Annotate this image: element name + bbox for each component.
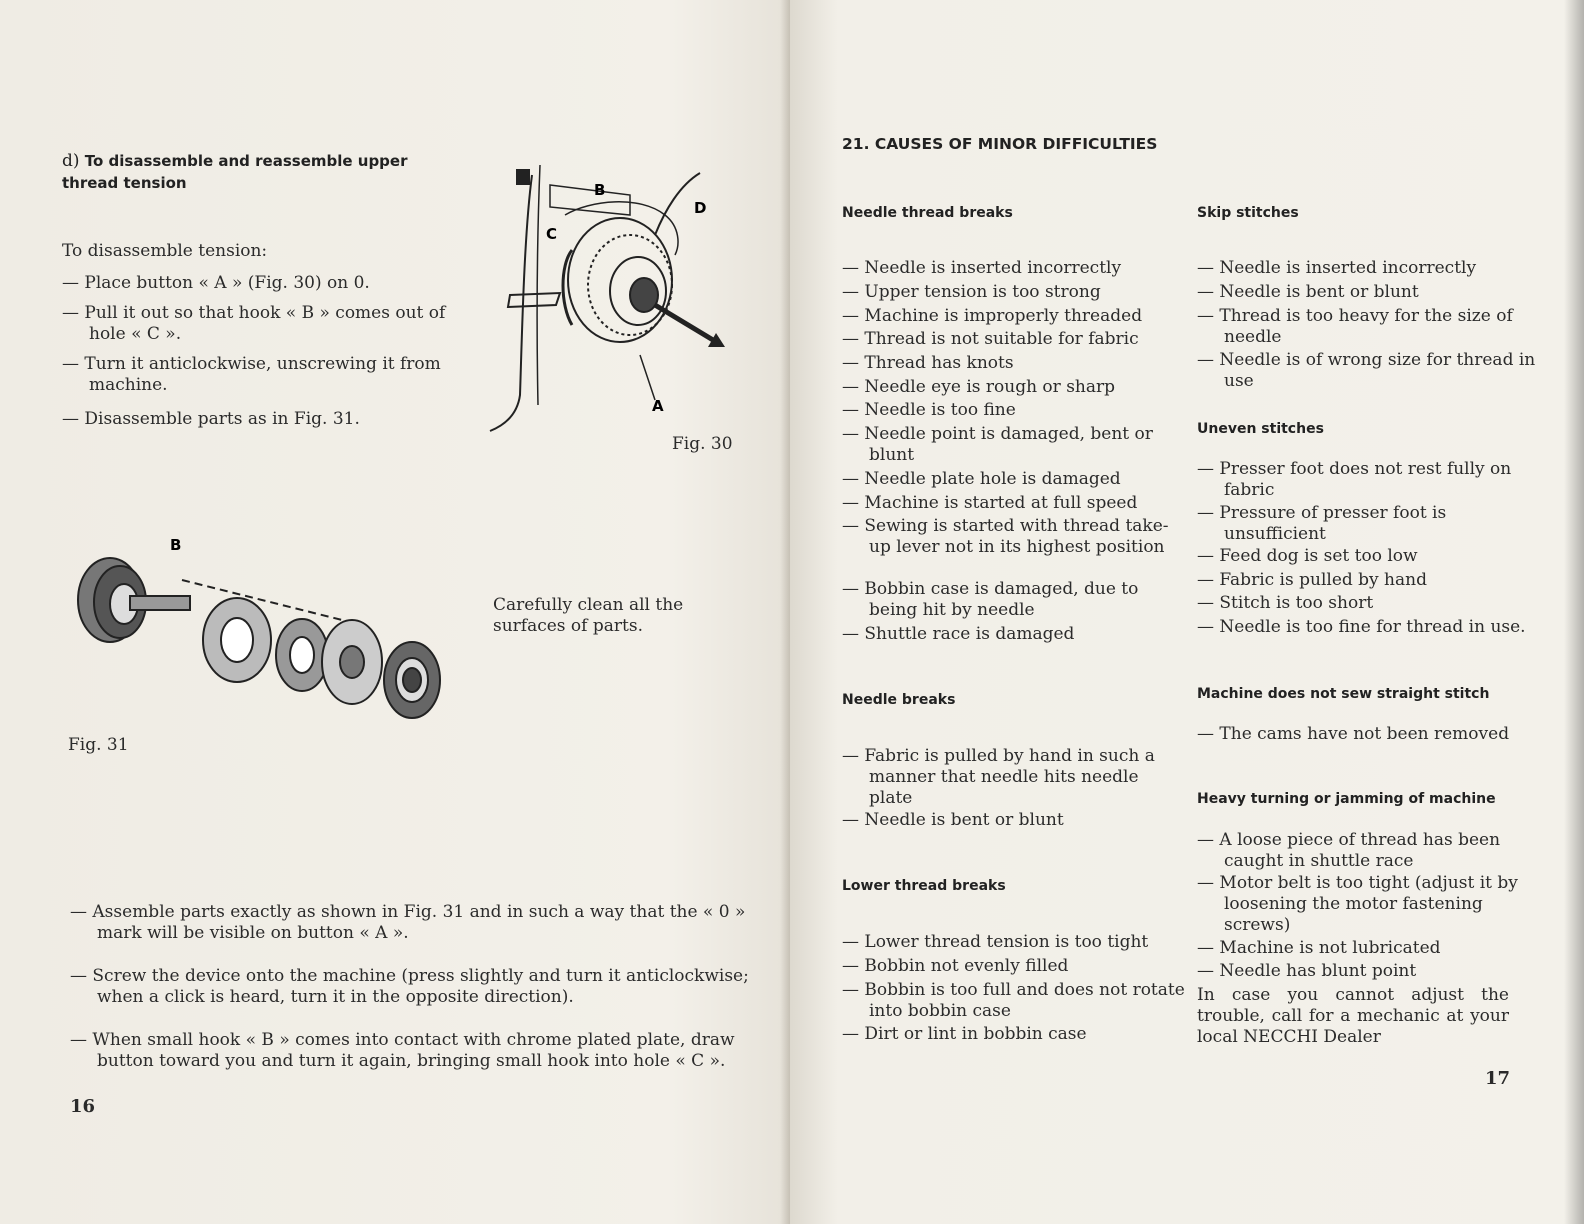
list-item: — Needle is too fine xyxy=(842,400,1181,421)
list-item: — Needle has blunt point xyxy=(1197,961,1536,982)
list-item: — Bobbin not evenly filled xyxy=(842,956,1181,977)
list-item: — Lower thread tension is too tight xyxy=(842,932,1187,953)
reassemble-step: — When small hook « B » comes into contact with chrome plated plate, draw button toward you and turn it again, bringing small hook into hole « C ». xyxy=(70,1030,769,1072)
fig30-label-b: B xyxy=(594,181,606,199)
section-heading-text: To disassemble and reassemble upper thread tension xyxy=(62,152,408,192)
disassemble-step: — Turn it anticlockwise, unscrewing it from machine. xyxy=(62,354,473,396)
section-heading xyxy=(62,150,422,194)
clean-note: Carefully clean all the surfaces of parts. xyxy=(493,595,684,636)
fig30-caption: Fig. 30 xyxy=(672,434,733,454)
disassemble-intro: To disassemble tension: xyxy=(62,241,268,261)
heading-needle-breaks: Needle breaks xyxy=(842,692,956,708)
heading-needle-thread-breaks: Needle thread breaks xyxy=(842,205,1013,221)
list-item: — Needle is of wrong size for thread in use xyxy=(1197,350,1536,392)
list-item: — Needle eye is rough or sharp xyxy=(842,377,1181,398)
heading-not-straight-stitch: Machine does not sew straight stitch xyxy=(1197,686,1490,702)
fig30-illustration xyxy=(480,155,750,455)
disassemble-step: — Disassemble parts as in Fig. 31. xyxy=(62,409,473,430)
list-item: — Bobbin case is damaged, due to being hit by needle xyxy=(842,579,1187,621)
list-item: — Needle point is damaged, bent or blunt xyxy=(842,424,1187,466)
list-item: — Feed dog is set too low xyxy=(1197,546,1536,567)
left-page xyxy=(0,0,790,1224)
list-item: — Machine is improperly threaded xyxy=(842,306,1187,327)
list-item: — Needle is bent or blunt xyxy=(842,810,1181,831)
heading-skip-stitches: Skip stitches xyxy=(1197,205,1299,221)
fig31-label-b: B xyxy=(170,536,182,554)
fig31-illustration xyxy=(62,530,482,730)
page-edge-shadow xyxy=(1564,0,1584,1224)
list-item: — The cams have not been removed xyxy=(1197,724,1536,745)
fig30-label-c: C xyxy=(546,225,558,243)
list-item: — Machine is not lubricated xyxy=(1197,938,1536,959)
machine-edge-line xyxy=(490,175,532,431)
page-number-left: 16 xyxy=(70,1096,96,1117)
page-title: 21. CAUSES OF MINOR DIFFICULTIES xyxy=(842,135,1158,153)
list-item: — Sewing is started with thread take-up lever not in its highest position xyxy=(842,516,1187,558)
dealer-note: In case you cannot adjust the trouble, call for a mechanic at your local NECCHI Dealer xyxy=(1197,985,1509,1047)
list-item: — Thread is not suitable for fabric xyxy=(842,329,1187,350)
list-item: — Shuttle race is damaged xyxy=(842,624,1181,645)
page-number-right: 17 xyxy=(1485,1068,1511,1089)
list-item: — Dirt or lint in bobbin case xyxy=(842,1024,1181,1045)
heading-heavy-turning: Heavy turning or jamming of machine xyxy=(1197,791,1496,807)
list-item: — Upper tension is too strong xyxy=(842,282,1181,303)
reassemble-step: — Assemble parts exactly as shown in Fig. 31 and in such a way that the « 0 » mark will be visible on button « A ». xyxy=(70,902,765,944)
list-item: — Needle is inserted incorrectly xyxy=(1197,258,1536,279)
disassemble-step: — Place button « A » (Fig. 30) on 0. xyxy=(62,273,469,294)
list-item: — Needle is too fine for thread in use. xyxy=(1197,617,1536,638)
list-item: — Stitch is too short xyxy=(1197,593,1536,614)
list-item: — Motor belt is too tight (adjust it by loosening the motor fastening screws) xyxy=(1197,873,1536,936)
list-item: — Presser foot does not rest fully on fabric xyxy=(1197,459,1536,501)
section-letter: d) xyxy=(62,151,80,171)
fig30-label-a: A xyxy=(652,397,664,415)
list-item: — A loose piece of thread has been caught in shuttle race xyxy=(1197,830,1536,872)
heading-lower-thread-breaks: Lower thread breaks xyxy=(842,878,1006,894)
fig30-label-d: D xyxy=(694,199,707,217)
list-item: — Needle is inserted incorrectly xyxy=(842,258,1181,279)
list-item: — Bobbin is too full and does not rotate into bobbin case xyxy=(842,980,1187,1022)
list-item: — Thread has knots xyxy=(842,353,1181,374)
list-item: — Thread is too heavy for the size of needle xyxy=(1197,306,1536,348)
heading-uneven-stitches: Uneven stitches xyxy=(1197,421,1324,437)
fig31-caption: Fig. 31 xyxy=(68,735,129,755)
list-item: — Needle plate hole is damaged xyxy=(842,469,1181,490)
disassemble-step: — Pull it out so that hook « B » comes out of hole « C ». xyxy=(62,303,473,345)
arrow-line xyxy=(655,305,718,343)
list-item: — Fabric is pulled by hand in such a manner that needle hits needle plate xyxy=(842,746,1187,809)
list-item: — Pressure of presser foot is unsufficient xyxy=(1197,503,1536,545)
list-item: — Machine is started at full speed xyxy=(842,493,1187,514)
list-item: — Needle is bent or blunt xyxy=(1197,282,1536,303)
reassemble-step: — Screw the device onto the machine (press slightly and turn it anticlockwise; when a click is heard, turn it in the opposite direction). xyxy=(70,966,765,1008)
list-item: — Fabric is pulled by hand xyxy=(1197,570,1536,591)
